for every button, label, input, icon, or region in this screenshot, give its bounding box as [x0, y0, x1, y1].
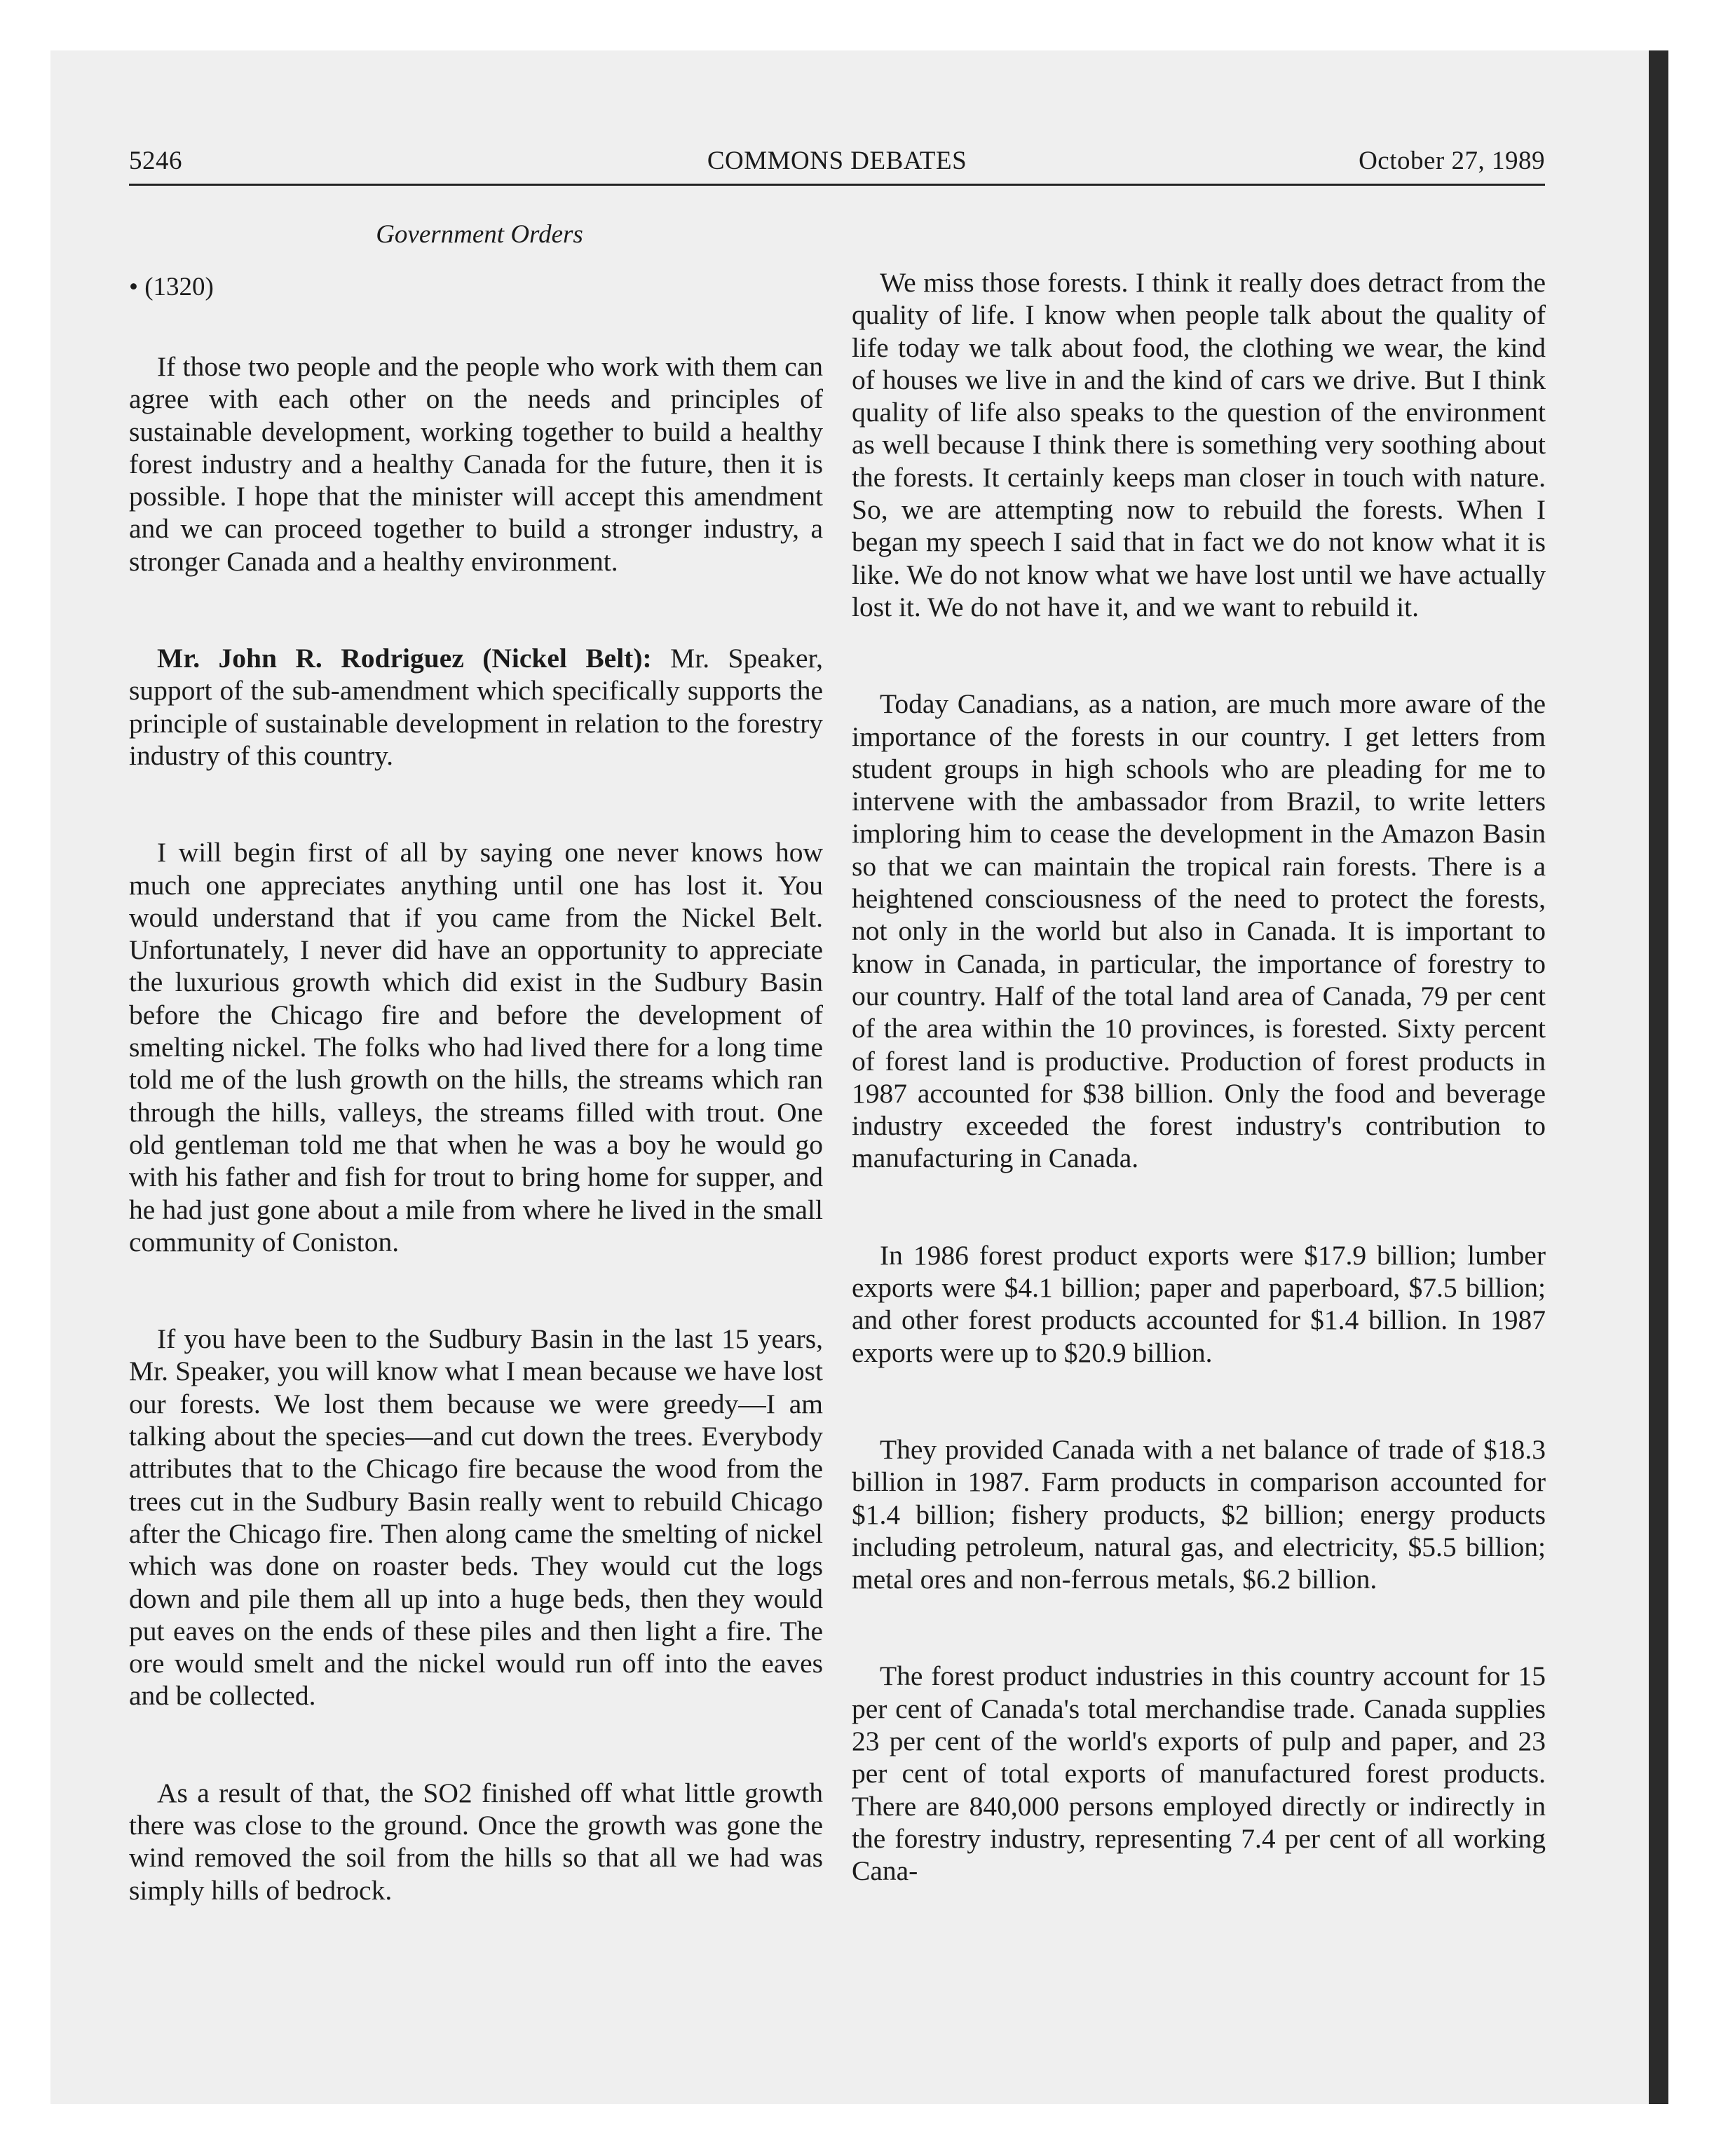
paragraph: We miss those forests. I think it really does detract from the quality of life. I know when people talk about the quality of life today we talk about food, the clothing we wear, the kind of houses we live in and the kind of cars we drive. But I think quality of life also speaks to the question of the environment as well because I think there is something very soothing about the forests. It certainly keeps man closer in touch with nature. So, we are attempting now to rebuild the forests. When I began my speech I said that in fact we do not know what it is like. We do not know what we have lost until we have actually lost it. We do not have it, and we want to rebuild it. — [852, 267, 1546, 622]
speaker-address: Mr. Speaker, — [670, 643, 824, 674]
scan-edge-shadow — [1649, 50, 1668, 2104]
paragraph: In 1986 forest product exports were $17.9 billion; lumber exports were $4.1 billion; paper and paperboard, $7.5 billion; and other forest products accounted for $1.4 billion. In 1987 exports were up to $20.9 billion. — [852, 1239, 1546, 1368]
header-rule — [129, 184, 1545, 186]
paragraph: The forest product industries in this country account for 15 per cent of Canada's total merchandise trade. Canada supplies 23 per cent of the world's exports of pulp and paper, and 23 per cent of total exports of manufactured forest products. There are 840,000 persons employed directly or indirectly in the forestry industry, representing 7.4 per cent of all working Cana- — [852, 1660, 1546, 1887]
paragraph: Today Canadians, as a nation, are much more aware of the importance of the forests in our country. I get letters from student groups in high schools who are pleading for me to intervene with the ambassador from Brazil, to write letters imploring him to cease the development in the Amazon Basin so that we can maintain the tropical rain forests. There is a heightened consciousness of the need to protect the forests, not only in the world but also in Canada. It is important to know in Canada, in particular, the importance of forestry to our country. Half of the total land area of Canada, 79 per cent of the area within the 10 provinces, is forested. Sixty percent of forest land is productive. Production of forest products in 1987 accounted for $38 billion. Only the food and beverage industry exceeded the forest industry's contribution to manufacturing in Canada. — [852, 688, 1546, 1174]
paragraph: They provided Canada with a net balance of trade of $18.3 billion in 1987. Farm products in comparison accounted for $1.4 billion; fishery products, $2 billion; energy products including petroleum, natural gas, and electricity, $5.5 billion; metal ores and non-ferrous metals, $6.2 billion. — [852, 1433, 1546, 1595]
speaker-text: support of the sub-amendment which specifically supports the principle of sustainable development in relation to the forestry industry of this country. — [129, 675, 823, 771]
speaker-paragraph — [129, 642, 823, 772]
paragraph: If those two people and the people who work with them can agree with each other on the needs and principles of sustainable development, working together to build a healthy forest industry and a healthy Canada for the future, then it is possible. I hope that the minister will accept this amendment and we can proceed together to build a stronger industry, a stronger Canada and a healthy environment. — [129, 351, 823, 577]
paragraph: As a result of that, the SO2 finished off what little growth there was close to the ground. Once the growth was gone the wind removed the soil from the hills so that all we had was simply hills of bedrock. — [129, 1777, 823, 1906]
left-column — [129, 350, 823, 1971]
right-column — [852, 266, 1546, 1951]
publication-title: COMMONS DEBATES — [707, 146, 967, 175]
page-number: 5246 — [129, 146, 182, 175]
publication-date: October 27, 1989 — [1359, 146, 1545, 175]
paragraph: If you have been to the Sudbury Basin in the last 15 years, Mr. Speaker, you will know what I mean because we have lost our forests. We lost them because we were greedy—I am talking about the species—and cut down the trees. Everybody attributes that to the Chicago fire because the wood from the trees cut in the Sudbury Basin really went to rebuild Chicago after the Chicago fire. Then along came the smelting of nickel which was done on roaster beds. They would cut the logs down and pile them all up into a huge beds, then they would put eaves on the ends of these piles and then light a fire. The ore would smelt and the nickel would run off into the eaves and be collected. — [129, 1323, 823, 1712]
page-header — [129, 140, 1545, 182]
section-title: Government Orders — [376, 220, 583, 249]
time-marker: • (1320) — [129, 273, 214, 301]
paragraph: I will begin first of all by saying one never knows how much one appreciates anything until one has lost it. You would understand that if you came from the Nickel Belt. Unfortunately, I never did have an opportunity to appreciate the luxurious growth which did exist in the Sudbury Basin before the Chicago fire and before the development of smelting nickel. The folks who had lived there for a long time told me of the lush growth on the hills, the streams which ran through the hills, valleys, the streams filled with trout. One old gentleman told me that when he was a boy he would go with his father and fish for trout to bring home for supper, and he had just gone about a mile from where he lived in the small community of Coniston. — [129, 837, 823, 1257]
speaker-name: Mr. John R. Rodriguez (Nickel Belt): — [157, 643, 652, 674]
